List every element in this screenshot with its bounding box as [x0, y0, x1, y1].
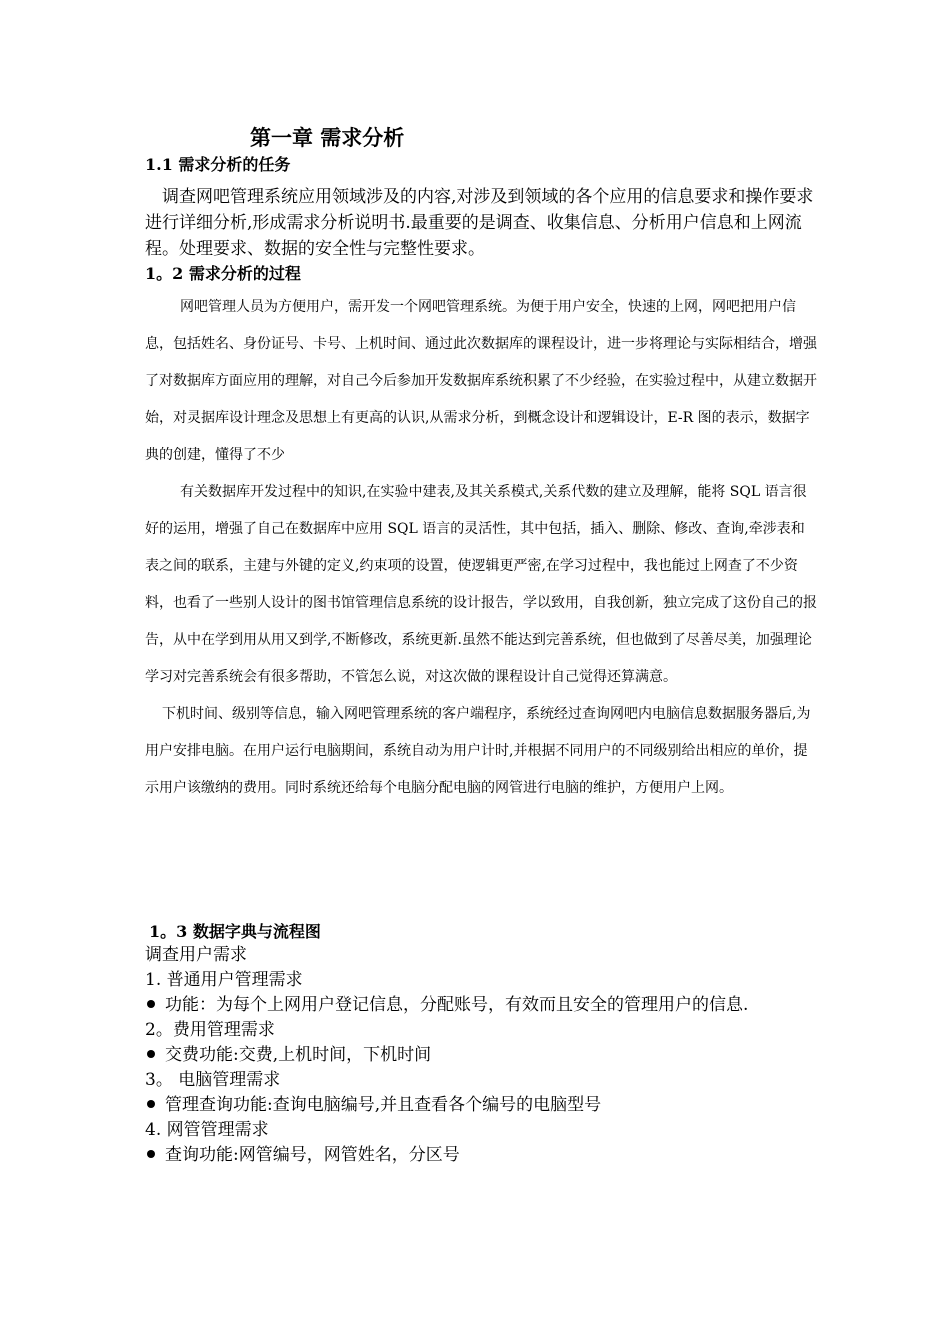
bullet-icon — [147, 1050, 155, 1058]
list-item-title: 4. 网管管理需求 — [145, 1120, 269, 1140]
section-3-heading: 1。3 数据字典与流程图 — [149, 922, 321, 941]
list-item: 交费功能:交费,上机时间，下机时间 — [145, 1043, 815, 1068]
section-2-paragraph-2: 有关数据库开发过程中的知识,在实验中建表,及其关系模式,关系代数的建立及理解，能将 SQL 语言很好的运用，增强了自己在数据库中应用 SQL 语言的灵活性，其中包括，插入、删除、修改、查询,牵涉表和表之间的联系，主建与外键的定义,约束项的设置，使逻辑更严密,在学习过程中，我也能过上网查了不少资料，也看了一些别人设计的图书馆管理信息系统的设计报告，学以致用，自我创新，独立完成了这份自己的报告，从中在学到用从用又到学,不断修改，系统更新.虽然不能达到完善系统，但也做到了尽善尽美，加强理论学习对完善系统会有很多帮助，不管怎么说，对这次做的课程设计自己觉得还算满意。 — [145, 484, 817, 685]
list-item-title: 1. 普通用户管理需求 — [145, 970, 303, 990]
chapter-title: 第一章 需求分析 — [250, 125, 405, 150]
section-2-body — [145, 289, 817, 807]
bullet-icon — [147, 1150, 155, 1158]
list-item-title: 2。费用管理需求 — [145, 1020, 275, 1040]
section-2-paragraph-1: 网吧管理人员为方便用户，需开发一个网吧管理系统。为便于用户安全，快速的上网，网吧把用户信息，包括姓名、身份证号、卡号、上机时间、通过此次数据库的课程设计，进一步将理论与实际相结合，增强了对数据库方面应用的理解，对自己今后参加开发数据库系统积累了不少经验，在实验过程中，从建立数据开始，对灵据库设计理念及思想上有更高的认识,从需求分析，到概念设计和逻辑设计，E-R 图的表示，数据字典的创建，懂得了不少 — [145, 299, 817, 463]
bullet-icon — [147, 1100, 155, 1108]
section-2-heading: 1。2 需求分析的过程 — [145, 264, 301, 283]
section-1-paragraph: 调查网吧管理系统应用领域涉及的内容,对涉及到领域的各个应用的信息要求和操作要求进行详细分析,形成需求分析说明书.最重要的是调查、收集信息、分析用户信息和上网流程。处理要求、数据的安全性与完整性要求。 — [145, 187, 814, 259]
list-item: 查询功能:网管编号，网管姓名，分区号 — [145, 1143, 815, 1168]
bullet-icon — [147, 1000, 155, 1008]
list-item: 管理查询功能:查询电脑编号,并且查看各个编号的电脑型号 — [145, 1093, 815, 1118]
section-1-body — [145, 184, 815, 262]
section-3-list — [145, 943, 815, 1168]
section-1-heading: 1.1 需求分析的任务 — [145, 155, 291, 174]
list-item: 功能：为每个上网用户登记信息，分配账号，有效而且安全的管理用户的信息. — [145, 993, 815, 1018]
section-2-paragraph-3: 下机时间、级别等信息，输入网吧管理系统的客户端程序，系统经过查询网吧内电脑信息数据服务器后,为用户安排电脑。在用户运行电脑期间，系统自动为用户计时,并根据不同用户的不同级别给出相应的单价，提示用户该缴纳的费用。同时系统还给每个电脑分配电脑的网管进行电脑的维护，方便用户上网。 — [145, 706, 811, 796]
list-item-title: 3。 电脑管理需求 — [145, 1070, 281, 1090]
section-3-intro: 调查用户需求 — [145, 945, 247, 965]
